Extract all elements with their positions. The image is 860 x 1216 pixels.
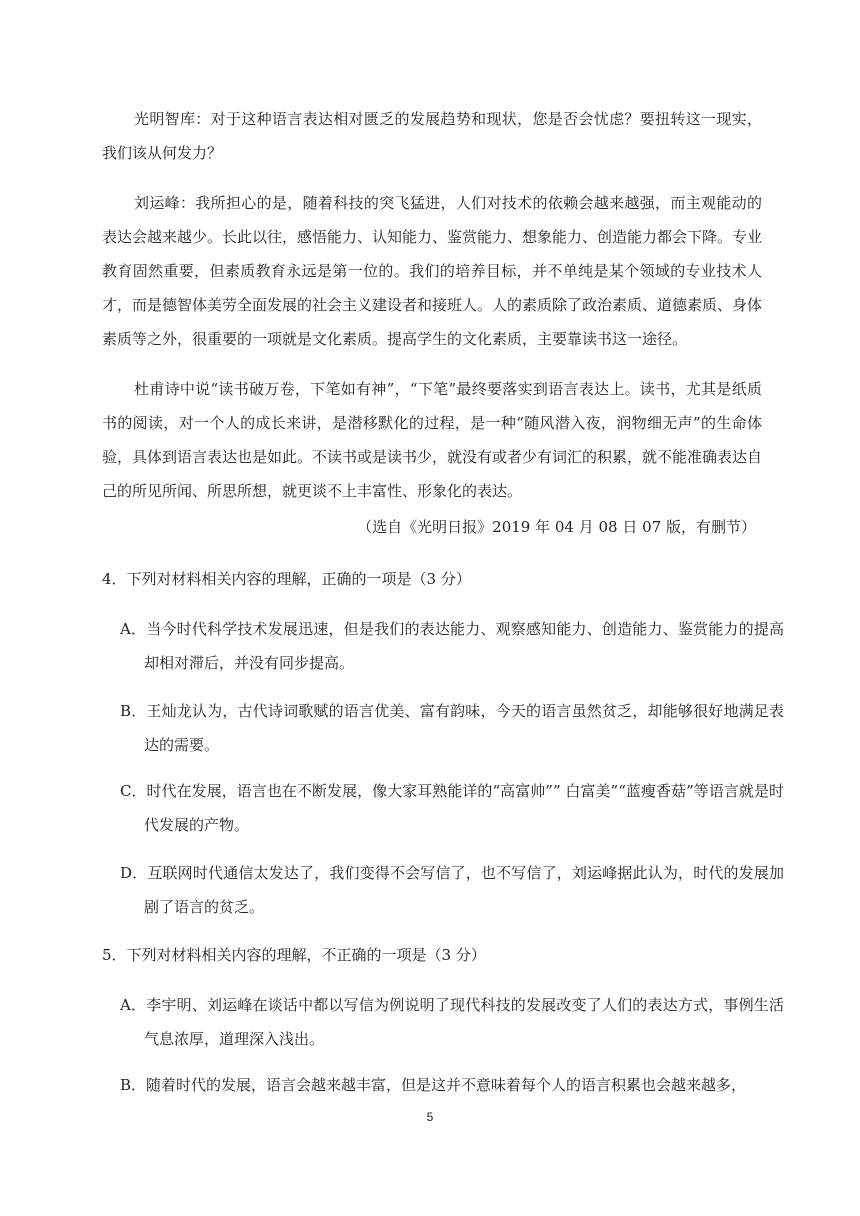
question-4-option-a: A．当今时代科学技术发展迅速，但是我们的表达能力、观察感知能力、创造能力、鉴赏能力的提高却相对滞后，并没有同步提高。	[120, 620, 784, 672]
question-5-stem: 5．下列对材料相关内容的理解，不正确的一项是（3 分）	[102, 946, 486, 964]
paragraph-question-intro: 光明智库：对于这种语言表达相对匮乏的发展趋势和现状，您是否会忧虑？要扭转这一现实，我们该从何发力？	[102, 110, 762, 162]
question-4-option-b: B．王灿龙认为，古代诗词歌赋的语言优美、富有韵味，今天的语言虽然贫乏，却能够很好地满足表达的需要。	[120, 702, 784, 754]
question-4-option-d: D．互联网时代通信太发达了，我们变得不会写信了，也不写信了，刘运峰据此认为，时代的发展加剧了语言的贫乏。	[120, 864, 784, 916]
question-5-option-a: A．李宇明、刘运峰在谈话中都以写信为例说明了现代科技的发展改变了人们的表达方式，事例生活气息浓厚，道理深入浅出。	[120, 996, 784, 1048]
question-4-stem: 4．下列对材料相关内容的理解，正确的一项是（3 分）	[102, 570, 471, 588]
paragraph-dufu-reading: 杜甫诗中说“读书破万卷，下笔如有神”，“下笔”最终要落实到语言表达上。读书，尤其是纸质书的阅读，对一个人的成长来讲，是潜移默化的过程，是一种“随风潜入夜，润物细无声”的生命体验，具体到语言表达也是如此。不读书或是读书少，就没有或者少有词汇的积累，就不能准确表达自己的所见所闻、所思所想，就更谈不上丰富性、形象化的表达。	[102, 380, 763, 500]
question-5-option-b: B．随着时代的发展，语言会越来越丰富，但是这并不意味着每个人的语言积累也会越来越多，	[120, 1076, 747, 1094]
question-4-option-c: C．时代在发展，语言也在不断发展，像大家耳熟能详的“高富帅”” 白富美”“蓝瘦香菇”等语言就是时代发展的产物。	[120, 782, 784, 834]
paragraph-liu-answer: 刘运峰：我所担心的是，随着科技的突飞猛进，人们对技术的依赖会越来越强，而主观能动的表达会越来越少。长此以往，感悟能力、认知能力、鉴赏能力、想象能力、创造能力都会下降。专业教育固然重要，但素质教育永远是第一位的。我们的培养目标，并不单纯是某个领域的专业技术人才，而是德智体美劳全面发展的社会主义建设者和接班人。人的素质除了政治素质、道德素质、身体素质等之外，很重要的一项就是文化素质。提高学生的文化素质，主要靠读书这一途径。	[102, 194, 763, 348]
page-number: 5	[426, 1110, 434, 1124]
source-citation: （选自《光明日报》2019 年 04 月 08 日 07 版，有删节）	[357, 518, 756, 536]
